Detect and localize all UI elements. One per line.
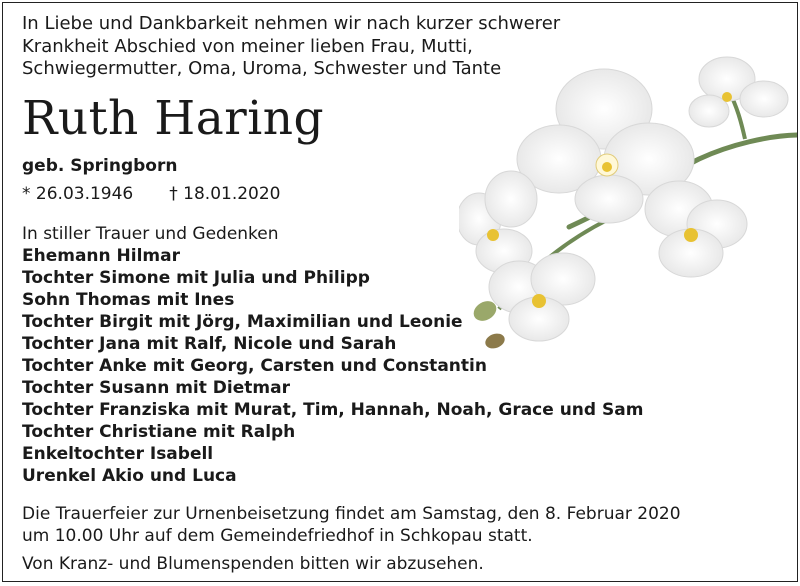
deceased-name: Ruth Haring: [22, 91, 325, 146]
life-dates: [22, 183, 281, 205]
mourner-entry: Tochter Franziska mit Murat, Tim, Hannah, Noah, Grace und Sam: [22, 400, 644, 420]
flower-note: Von Kranz- und Blumenspenden bitten wir abzusehen.: [22, 554, 484, 574]
mourner-entry: Enkeltochter Isabell: [22, 444, 214, 464]
mourner-entry: Urenkel Akio und Luca: [22, 466, 237, 486]
mourning-heading: In stiller Trauer und Gedenken: [22, 224, 279, 244]
maiden-name: geb. Springborn: [22, 156, 178, 176]
mourner-entry: Tochter Birgit mit Jörg, Maximilian und Leonie: [22, 312, 463, 332]
funeral-info: [22, 503, 681, 575]
intro-line: Krankheit Abschied von meiner lieben Frau, Mutti,: [22, 35, 473, 57]
mourner-entry: Tochter Anke mit Georg, Carsten und Constantin: [22, 356, 487, 376]
mourner-entry: Tochter Simone mit Julia und Philipp: [22, 268, 370, 288]
death-date: † 18.01.2020: [169, 184, 281, 204]
mourner-entry: Tochter Jana mit Ralf, Nicole und Sarah: [22, 334, 397, 354]
funeral-info-line: um 10.00 Uhr auf dem Gemeindefriedhof in Schkopau statt.: [22, 526, 533, 546]
white-orchid-branch-icon: [459, 39, 798, 359]
funeral-info-line: Die Trauerfeier zur Urnenbeisetzung findet am Samstag, den 8. Februar 2020: [22, 504, 681, 524]
obituary-notice: [2, 2, 798, 582]
mourner-entry: Ehemann Hilmar: [22, 246, 181, 266]
birth-date: * 26.03.1946: [22, 184, 134, 204]
mourner-entry: Sohn Thomas mit Ines: [22, 290, 235, 310]
mourner-entry: Tochter Susann mit Dietmar: [22, 378, 290, 398]
intro-line: In Liebe und Dankbarkeit nehmen wir nach kurzer schwerer: [22, 13, 561, 34]
intro-line: Schwiegermutter, Oma, Uroma, Schwester und Tante: [22, 58, 502, 79]
mourner-entry: Tochter Christiane mit Ralph: [22, 422, 296, 442]
